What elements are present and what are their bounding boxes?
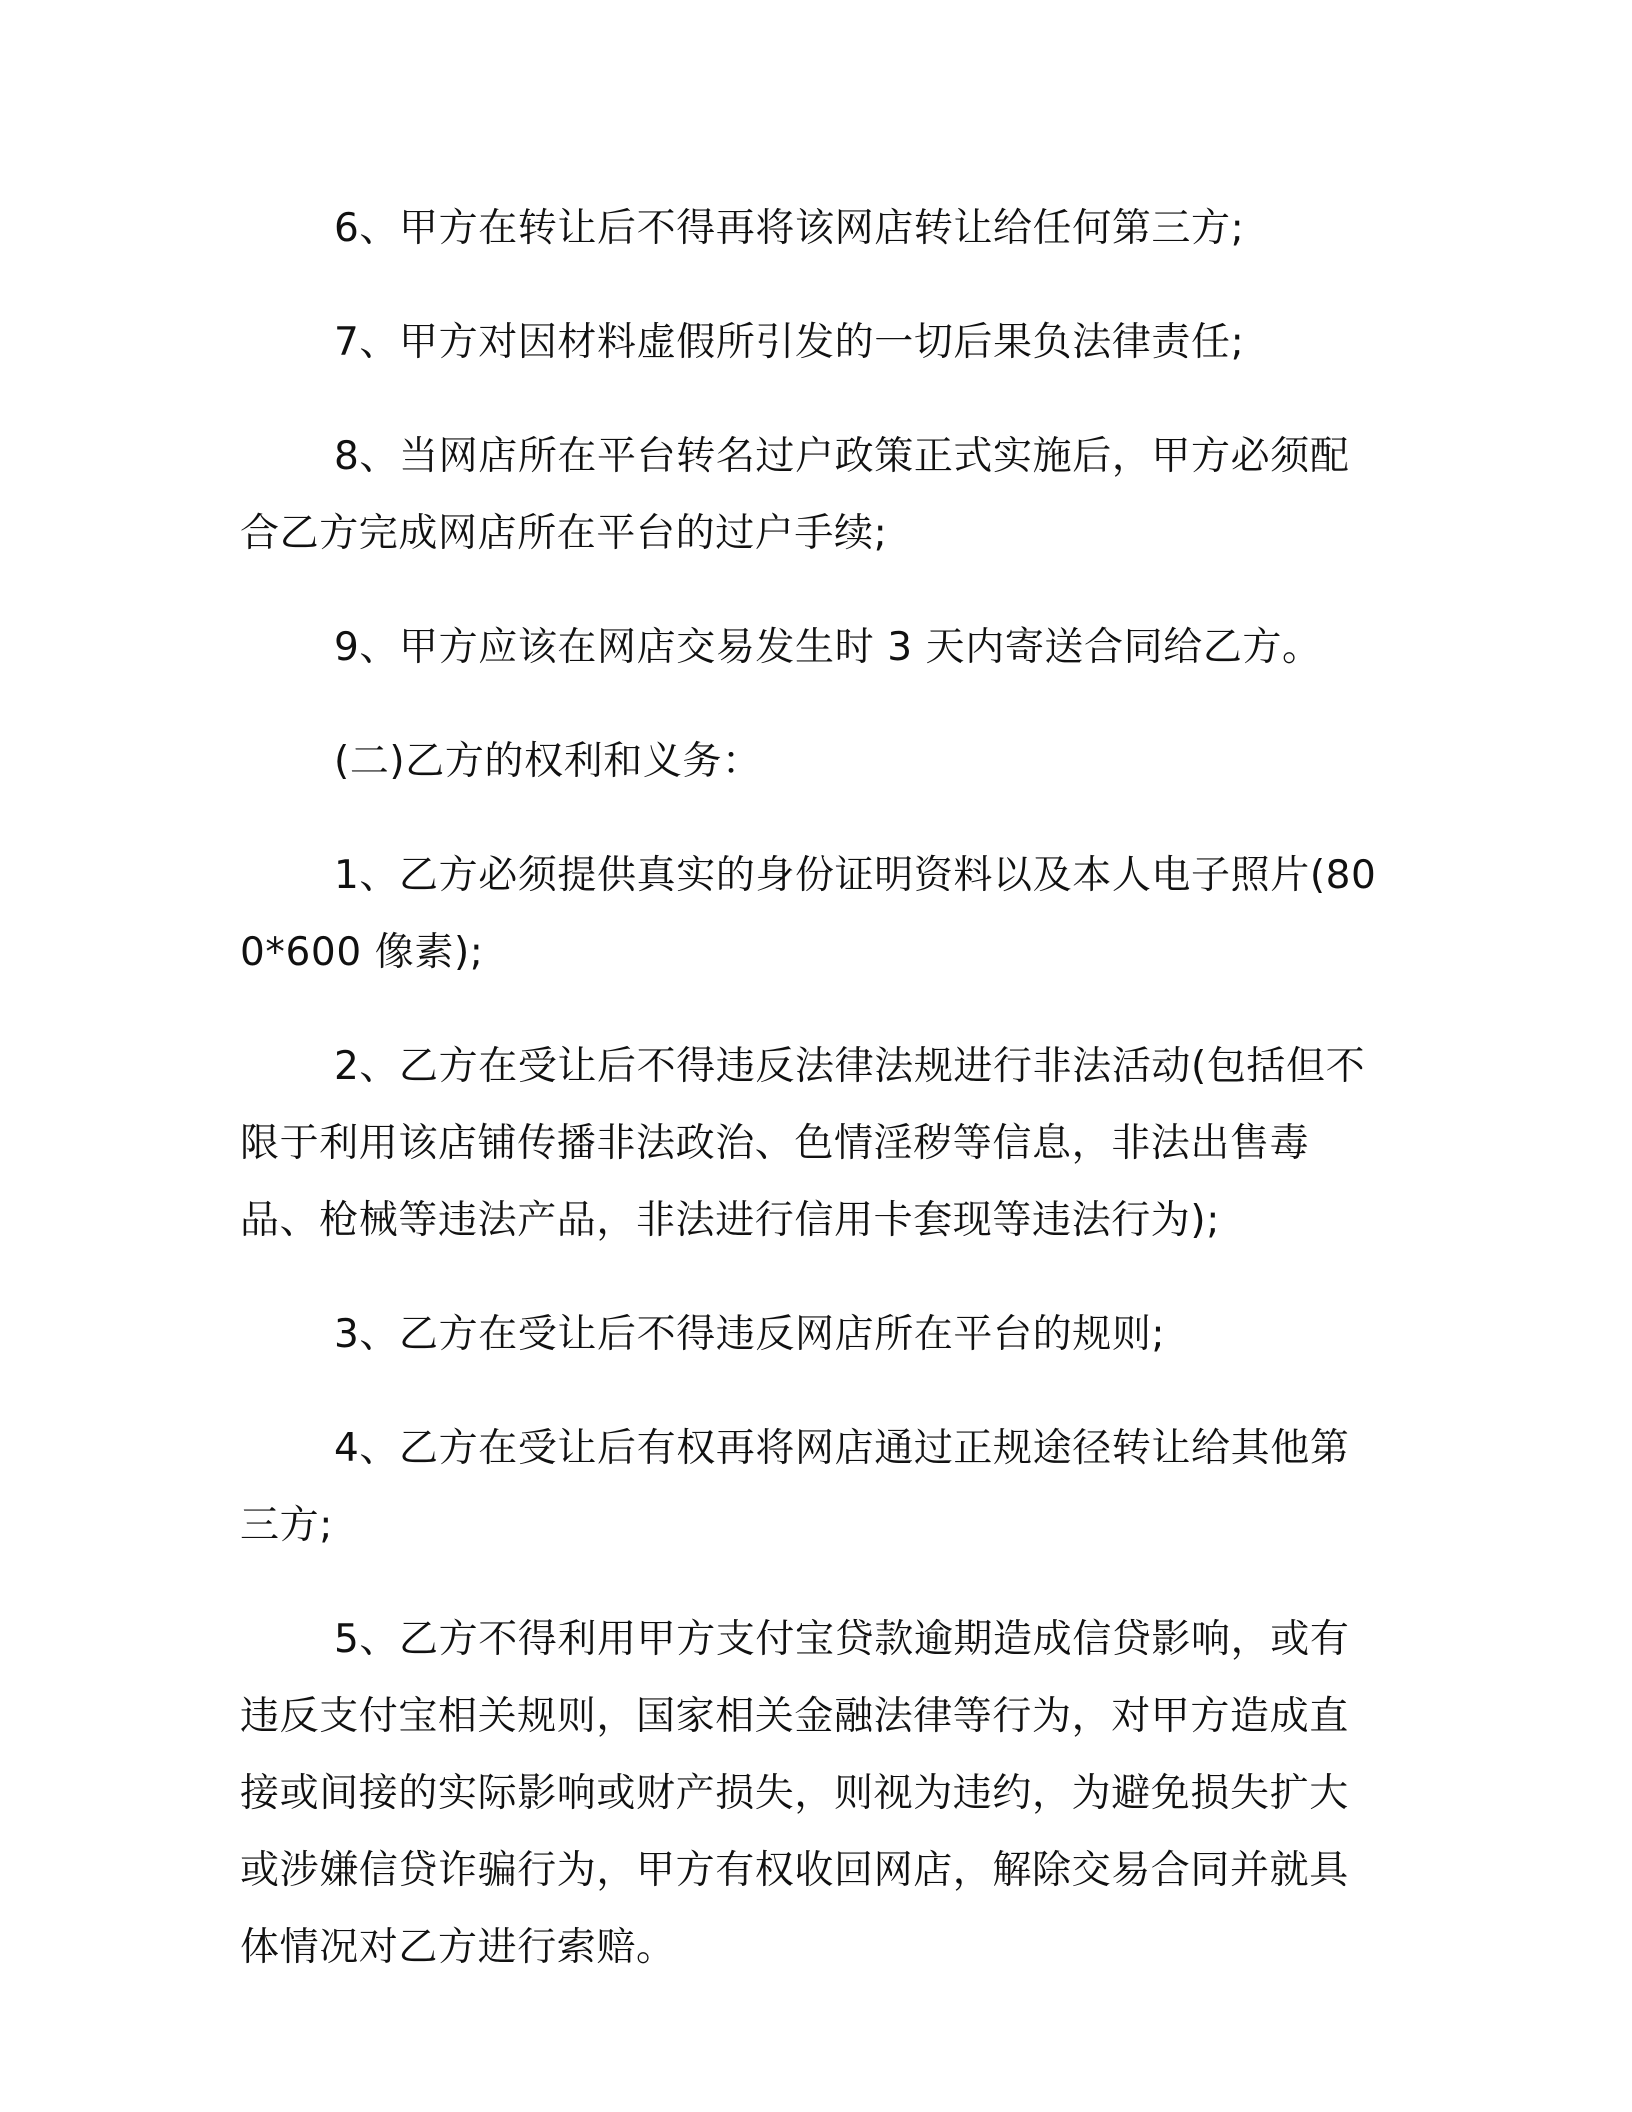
clause-b4: 4、乙方在受让后有权再将网店通过正规途径转让给其他第三方; <box>240 1426 1350 1548</box>
clause-b5: 5、乙方不得利用甲方支付宝贷款逾期造成信贷影响，或有违反支付宝相关规则，国家相关金融法律等行为，对甲方造成直接或间接的实际影响或财产损失，则视为违约，为避免损失扩大或涉嫌信贷诈骗行为，甲方有权收回网店，解除交易合同并就具体情况对乙方进行索赔。 <box>240 1617 1350 1970</box>
clause-a9: 9、甲方应该在网店交易发生时 3 天内寄送合同给乙方。 <box>334 625 1322 670</box>
clause-a7: 7、甲方对因材料虚假所引发的一切后果负法律责任; <box>334 320 1245 365</box>
document-body <box>240 190 1380 2023</box>
clause-a6: 6、甲方在转让后不得再将该网店转让给任何第三方; <box>334 206 1245 251</box>
clause-b3: 3、乙方在受让后不得违反网店所在平台的规则; <box>334 1312 1166 1357</box>
clause-b2: 2、乙方在受让后不得违反法律法规进行非法活动(包括但不限于利用该店铺传播非法政治、色情淫秽等信息，非法出售毒品、枪械等违法产品，非法进行信用卡套现等违法行为); <box>240 1044 1366 1243</box>
clause-a8: 8、当网店所在平台转名过户政策正式实施后，甲方必须配合乙方完成网店所在平台的过户手续; <box>240 434 1350 556</box>
clause-b1: 1、乙方必须提供真实的身份证明资料以及本人电子照片(800*600 像素); <box>240 853 1377 975</box>
section-heading-party-b: (二)乙方的权利和义务： <box>334 739 762 784</box>
